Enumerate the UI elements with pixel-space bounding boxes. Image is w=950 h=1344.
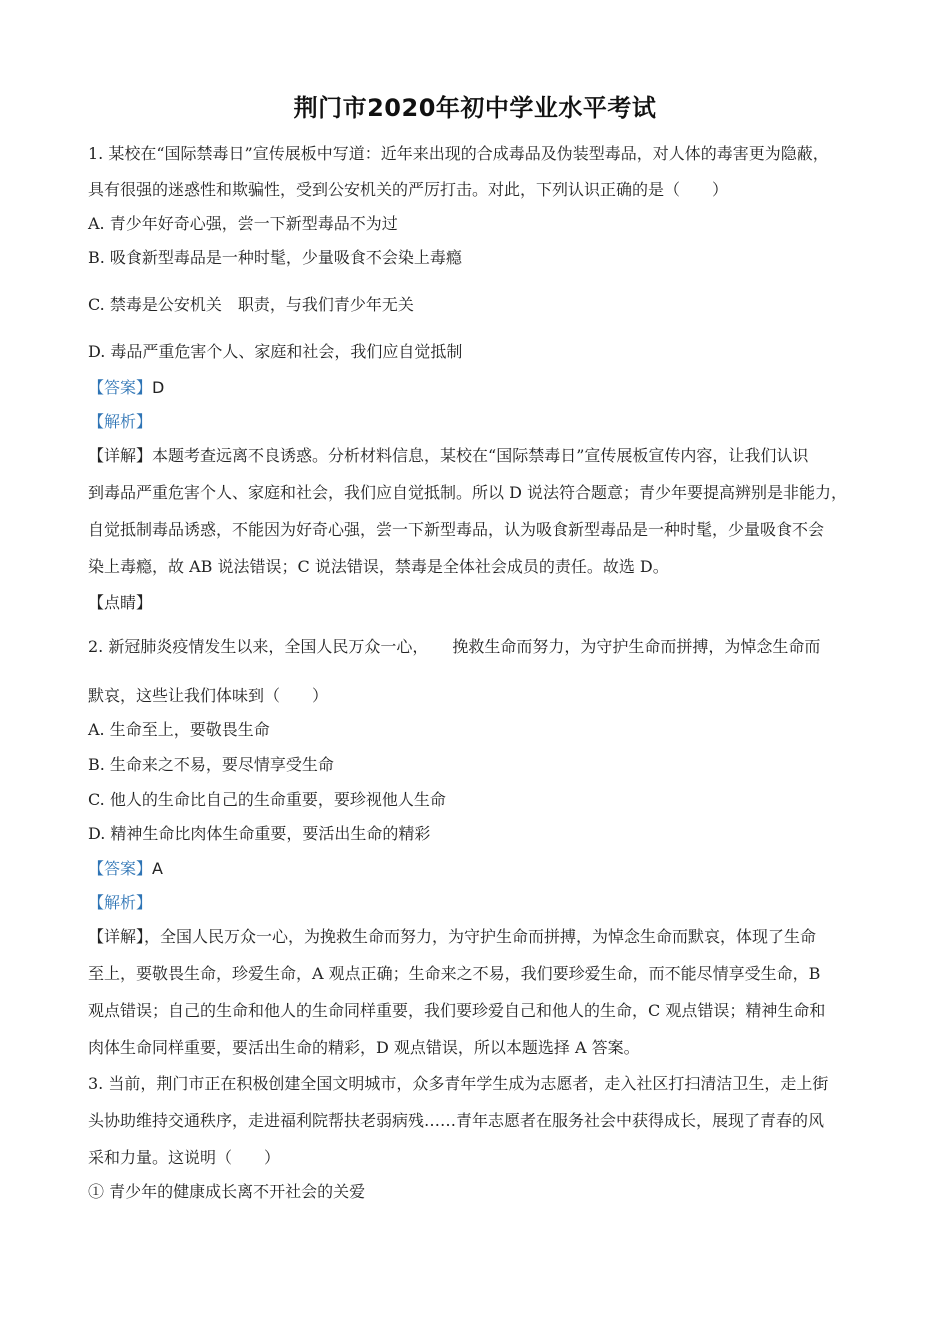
- q1-detail-line-3: 自觉抵制毒品诱惑，不能因为好奇心强，尝一下新型毒品，认为吸食新型毒品是一种时髦，少量吸食不会: [88, 520, 825, 539]
- q2-option-a: A. 生命至上，要敬畏生命: [88, 720, 270, 739]
- q1-option-b: B. 吸食新型毒品是一种时髦，少量吸食不会染上毒瘾: [88, 248, 462, 267]
- q2-stem-line-2: 默哀，这些让我们体味到（ ）: [88, 686, 329, 705]
- q2-stem-line-1: 2. 新冠肺炎疫情发生以来，全国人民万众一心， 挽救生命而努力，为守护生命而拼搏，为悼念生命而: [88, 637, 821, 656]
- q2-option-c: C. 他人的生命比自己的生命重要，要珍视他人生命: [88, 790, 446, 809]
- q1-analysis-tag: 【解析】: [88, 412, 153, 431]
- q1-detail-tag: 【详解】: [88, 446, 153, 465]
- q1-detail-line-1: [88, 446, 808, 466]
- q2-detail-line-1: [88, 927, 816, 947]
- q2-analysis-tag: 【解析】: [88, 893, 153, 912]
- q3-stem-line-2: 头协助维持交通秩序，走进福利院帮扶老弱病残……青年志愿者在服务社会中获得成长，展现了青春的风: [88, 1111, 825, 1130]
- q2-detail-tag: 【详解】: [88, 927, 145, 946]
- page-title: 荆门市2020年初中学业水平考试: [293, 94, 657, 122]
- q1-detail-text-1: 本题考查远离不良诱惑。分析材料信息，某校在“国际禁毒日”宣传展板宣传内容，让我们认识: [152, 446, 809, 465]
- q2-detail-text-1: ，全国人民万众一心，为挽救生命而努力，为守护生命而拼搏，为悼念生命而默哀，体现了生命: [144, 927, 817, 946]
- q3-stem-line-1: 3. 当前，荆门市正在积极创建全国文明城市，众多青年学生成为志愿者，走入社区打扫清洁卫生，走上街: [88, 1074, 829, 1093]
- q2-option-b: B. 生命来之不易，要尽情享受生命: [88, 755, 334, 774]
- q1-answer-value: D: [152, 378, 165, 397]
- q1-answer-tag: 【答案】: [88, 378, 153, 397]
- q1-comment-row: [88, 593, 152, 613]
- q3-item-1: ① 青少年的健康成长离不开社会的关爱: [88, 1182, 366, 1201]
- q1-comment-tag: 【点睛】: [88, 593, 153, 612]
- q1-detail-line-4: 染上毒瘾，故 AB 说法错误；C 说法错误，禁毒是全体社会成员的责任。故选 D。: [88, 557, 669, 576]
- q2-analysis-row: [88, 893, 152, 913]
- q3-stem-line-3: 采和力量。这说明（ ）: [88, 1148, 281, 1167]
- q1-stem-line-2: 具有很强的迷惑性和欺骗性，受到公安机关的严厉打击。对此，下列认识正确的是（ ）: [88, 180, 729, 199]
- q2-detail-line-4: 肉体生命同样重要，要活出生命的精彩，D 观点错误，所以本题选择 A 答案。: [88, 1038, 640, 1057]
- q1-analysis-row: [88, 412, 152, 432]
- q1-answer-row: [88, 378, 164, 398]
- q2-answer-value: A: [152, 859, 163, 878]
- q1-stem-line-1: 1. 某校在“国际禁毒日”宣传展板中写道：近年来出现的合成毒品及伪装型毒品，对人体的毒害更为隐蔽，: [88, 144, 829, 163]
- q2-option-d: D. 精神生命比肉体生命重要，要活出生命的精彩: [88, 824, 431, 843]
- q2-detail-line-2: 至上，要敬畏生命，珍爱生命，A 观点正确；生命来之不易，我们要珍爱生命，而不能尽情享受生命，B: [88, 964, 821, 983]
- q1-option-d: D. 毒品严重危害个人、家庭和社会，我们应自觉抵制: [88, 342, 463, 361]
- q1-detail-line-2: 到毒品严重危害个人、家庭和社会，我们应自觉抵制。所以 D 说法符合题意；青少年要提高辨别是非能力，: [88, 483, 848, 502]
- q1-option-c: C. 禁毒是公安机关 职责，与我们青少年无关: [88, 295, 414, 314]
- q2-answer-tag: 【答案】: [88, 859, 153, 878]
- q1-option-a: A. 青少年好奇心强，尝一下新型毒品不为过: [88, 214, 398, 233]
- q2-detail-line-3: 观点错误；自己的生命和他人的生命同样重要，我们要珍爱自己和他人的生命，C 观点错误；精神生命和: [88, 1001, 826, 1020]
- q2-answer-row: [88, 859, 163, 879]
